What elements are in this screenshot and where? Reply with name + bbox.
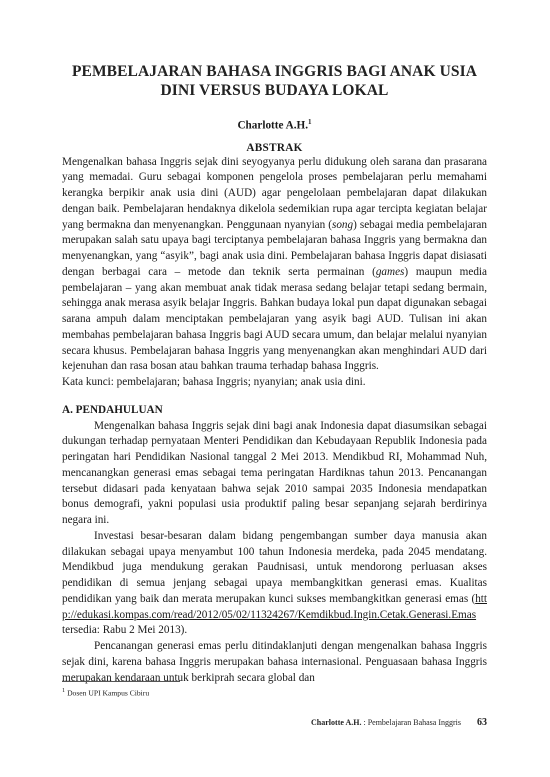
author-line (62, 118, 487, 132)
footnote-divider (62, 681, 180, 682)
article-page (62, 62, 487, 686)
abstract-italic-song: song (331, 218, 354, 231)
author-footnote-marker: 1 (308, 118, 312, 126)
article-title (62, 62, 487, 100)
paragraph-2 (62, 529, 487, 639)
paragraph-1: Mengenalkan bahasa Inggris sejak dini bagi anak Indonesia dapat diasumsikan sebagai dukungan terhadap pernyataan Menteri Pendidikan dan Kebudayaan Republik Indonesia pada peringatan hari Pendidikan Nasional tanggal 2 Mei 2013. Mendikbud RI, Mohammad Nuh, mencanangkan generasi emas sebagai tema peringatan Hardiknas tahun 2013. Pencanangan tersebut didasari pada kenyataan bahwa sejak 2010 sampai 2035 Indonesia mendapatkan bonus demografi, yakni populasi usia produktif paling besar sepanjang sejarah berdirinya negara ini. (62, 419, 487, 527)
keywords: Kata kunci: pembelajaran; bahasa Inggris; nyanyian; anak usia dini. (62, 376, 366, 389)
paragraph-3: Pencanangan generasi emas perlu ditindaklanjuti dengan mengenalkan bahasa Inggris sejak dini, karena bahasa Inggris merupakan bahasa internasional. Penguasaan bahasa Inggris merupakan kendaraan untuk berkiprah secara global dan (62, 640, 487, 684)
abstract-part-2: ) sebagai media pembelajaran merupakan salah satu upaya bagi terciptanya pembelajaran bahasa Inggris yang bermakna dan menyenangkan, yang “asyik”, bagi anak usia dini. Pembelajaran bahasa Inggris dapat disiasati dengan berbagai cara – metode dan teknik serta permainan ( (62, 218, 487, 278)
title-line-1: PEMBELAJARAN BAHASA INGGRIS BAGI ANAK USIA (71, 63, 478, 80)
footer-title: : Pembelajaran Bahasa Inggris (361, 718, 461, 727)
abstract-italic-games: games (375, 265, 405, 278)
page-number: 63 (477, 717, 487, 728)
abstract-heading: ABSTRAK (246, 141, 303, 154)
footnote-text: Dosen UPI Kampus Cibiru (65, 688, 150, 698)
abstract-part-3: ) maupun media pembelajaran – yang akan membuat anak tidak merasa sedang belajar tetapi sedang bermain, sehingga anak merasa asyik belajar Inggris. Bahkan budaya lokal pun dapat digunakan sebagai sarana ampuh dalam menciptakan pembelajaran yang asyik bagi AUD. Tulisan ini akan membahas pembelajaran bahasa Inggris bagi AUD secara umum, dan belajar melalui nyanyian secara khusus. Pembelajaran bahasa Inggris yang menyenangkan akan menghindari AUD dari kejenuhan dan rasa bosan atau bahkan trauma terhadap bahasa Inggris. (62, 265, 487, 373)
paragraph-2-text: Investasi besar-besaran dalam bidang pengembangan sumber daya manusia akan dilakukan sebagai upaya menyambut 100 tahun Indonesia merdeka, pada 2045 mendatang. Mendikbud juga mendukung gerakan Paudnisasi, untuk mendorong perluasan akses pendidikan di semua jenjang sebagai upaya membangkitkan generasi emas. Kualitas pendidikan yang baik dan merata merupakan kunci sukses membangkitkan generasi emas ( (62, 529, 487, 605)
paragraph-2-tail: tersedia: Rabu 2 Mei 2013). (62, 624, 188, 637)
footer-author: Charlotte A.H. (311, 718, 362, 727)
footnote (62, 687, 149, 698)
author-name: Charlotte A.H. (237, 119, 309, 132)
footnote-number: 1 (62, 687, 66, 694)
abstract-text (62, 155, 487, 376)
abstract-part-1: Mengenalkan bahasa Inggris sejak dini seyogyanya perlu didukung oleh sarana dan prasarana yang memadai. Guru sebagai komponen pengelola proses pembelajaran perlu memahami kerangka berpikir anak usia dini (AUD) agar pengelolaan pembelajaran dapat dilakukan dengan baik. Pembelajaran hendaknya dikelola sedemikian rupa agar tercipta kegiatan belajar yang bermakna dan menyenangkan. Penggunaan nyanyian ( (62, 155, 487, 231)
title-line-2: DINI VERSUS BUDAYA LOKAL (160, 82, 389, 99)
reference-link[interactable]: http://edukasi.kompas.com/read/2012/05/02/11324267/Kemdikbud.Ingin.Cetak.Generasi.Emas (62, 592, 487, 621)
section-heading: A. PENDAHULUAN (62, 403, 163, 416)
page-footer (267, 717, 487, 728)
